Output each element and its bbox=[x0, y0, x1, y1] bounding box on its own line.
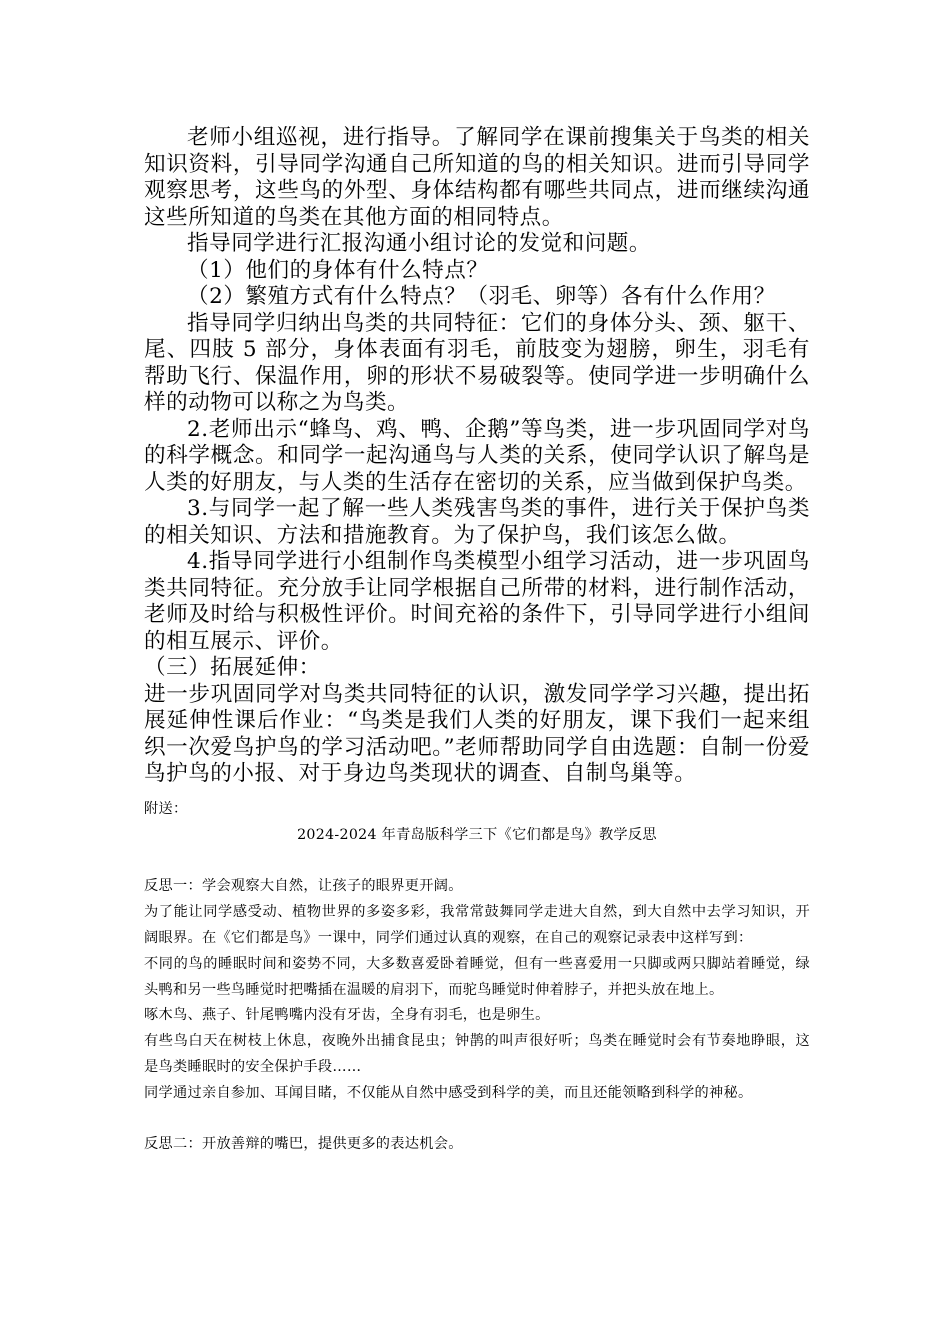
spacer bbox=[144, 849, 810, 875]
section-heading-extension: （三）拓展延伸： bbox=[144, 655, 321, 680]
reflection-1-paragraph: 为了能让同学感受动、植物世界的多姿多彩，我常常鼓舞同学走进大自然，到大自然中去学习知识，开阔眼界。在《它们都是鸟》一课中，同学们通过认真的观察，在自己的观察记录表中这样写到： bbox=[144, 904, 810, 946]
reflection-1-paragraph: 不同的鸟的睡眠时间和姿势不同，大多数喜爱卧着睡觉，但有一些喜爱用一只脚或两只脚站着睡觉，绿头鸭和另一些鸟睡觉时把嘴插在温暖的肩羽下，而驼鸟睡觉时伸着脖子，并把头放在地上。 bbox=[144, 955, 810, 998]
paragraph-step-4: 4.指导同学进行小组制作鸟类模型小组学习活动，进一步巩固鸟类共同特征。充分放手让同学根据自己所带的材料，进行制作活动，老师及时给与积极性评价。时间充裕的条件下，引导同学进行小组间的相互展示、评价。 bbox=[144, 549, 810, 654]
paragraph-extension: 进一步巩固同学对鸟类共同特征的认识，激发同学学习兴趣，提出拓展延伸性课后作业：“鸟类是我们人类的好朋友，课下我们一起来组织一次爱鸟护鸟的学习活动吧。”老师帮助同学自由选题：自制一份爱鸟护鸟的小报、对于身边鸟类现状的调查、自制鸟巢等。 bbox=[144, 681, 810, 786]
appendix-title: 2024-2024 年青岛版科学三下《它们都是鸟》教学反思 bbox=[297, 826, 657, 843]
question-body-features: （1）他们的身体有什么特点？ bbox=[187, 257, 489, 283]
lesson-body bbox=[144, 125, 810, 788]
paragraph-teacher-guidance: 老师小组巡视，进行指导。了解同学在课前搜集关于鸟类的相关知识资料，引导同学沟通自己所知道的鸟的相关知识。进而引导同学观察思考，这些鸟的外型、身体结构都有哪些共同点，进而继续沟通这些所知道的鸟类在其他方面的相同特点。 bbox=[144, 125, 810, 230]
reflection-1-paragraph: 有些鸟白天在树枝上休息，夜晚外出捕食昆虫；钟鹊的叫声很好听；鸟类在睡觉时会有节奏地睁眼，这是鸟类睡眠时的安全保护手段…… bbox=[144, 1033, 810, 1075]
paragraph-step-2: 2.老师出示“蜂鸟、鸡、鸭、企鹅”等鸟类，进一步巩固同学对鸟的科学概念。和同学一起沟通鸟与人类的关系，使同学认识了解鸟是人类的好朋友，与人类的生活存在密切的关系，应当做到保护鸟类。 bbox=[144, 416, 810, 495]
reflection-1-paragraph: 啄木鸟、燕子、针尾鸭嘴内没有牙齿，全身有羽毛，也是卵生。 bbox=[144, 1007, 550, 1024]
paragraph-report-instruction: 指导同学进行汇报沟通小组讨论的发觉和问题。 bbox=[187, 231, 651, 256]
paragraph-step-3: 3.与同学一起了解一些人类残害鸟类的事件，进行关于保护鸟类的相关知识、方法和措施教育。为了保护鸟，我们该怎么做。 bbox=[144, 496, 810, 548]
paragraph-common-features: 指导同学归纳出鸟类的共同特征：它们的身体分头、颈、躯干、尾、四肢 5 部分，身体表面有羽毛，前肢变为翅膀，卵生，羽毛有帮助飞行、保温作用，卵的形状不易破裂等。使同学进一步明确什么样的动物可以称之为鸟类。 bbox=[144, 310, 810, 415]
reflection-1-heading: 反思一：学会观察大自然，让孩子的眼界更开阔。 bbox=[144, 878, 463, 895]
appendix-label: 附送： bbox=[144, 801, 188, 817]
reflection-1-paragraph: 同学通过亲自参加、耳闻目睹，不仅能从自然中感受到科学的美，而且还能领略到科学的神秘。 bbox=[144, 1084, 753, 1101]
question-reproduction: （2）繁殖方式有什么特点？（羽毛、卵等）各有什么作用？ bbox=[187, 284, 776, 309]
appendix-block bbox=[144, 797, 810, 1158]
spacer bbox=[144, 1107, 810, 1133]
reflection-2-heading: 反思二：开放善辩的嘴巴，提供更多的表达机会。 bbox=[144, 1136, 463, 1153]
